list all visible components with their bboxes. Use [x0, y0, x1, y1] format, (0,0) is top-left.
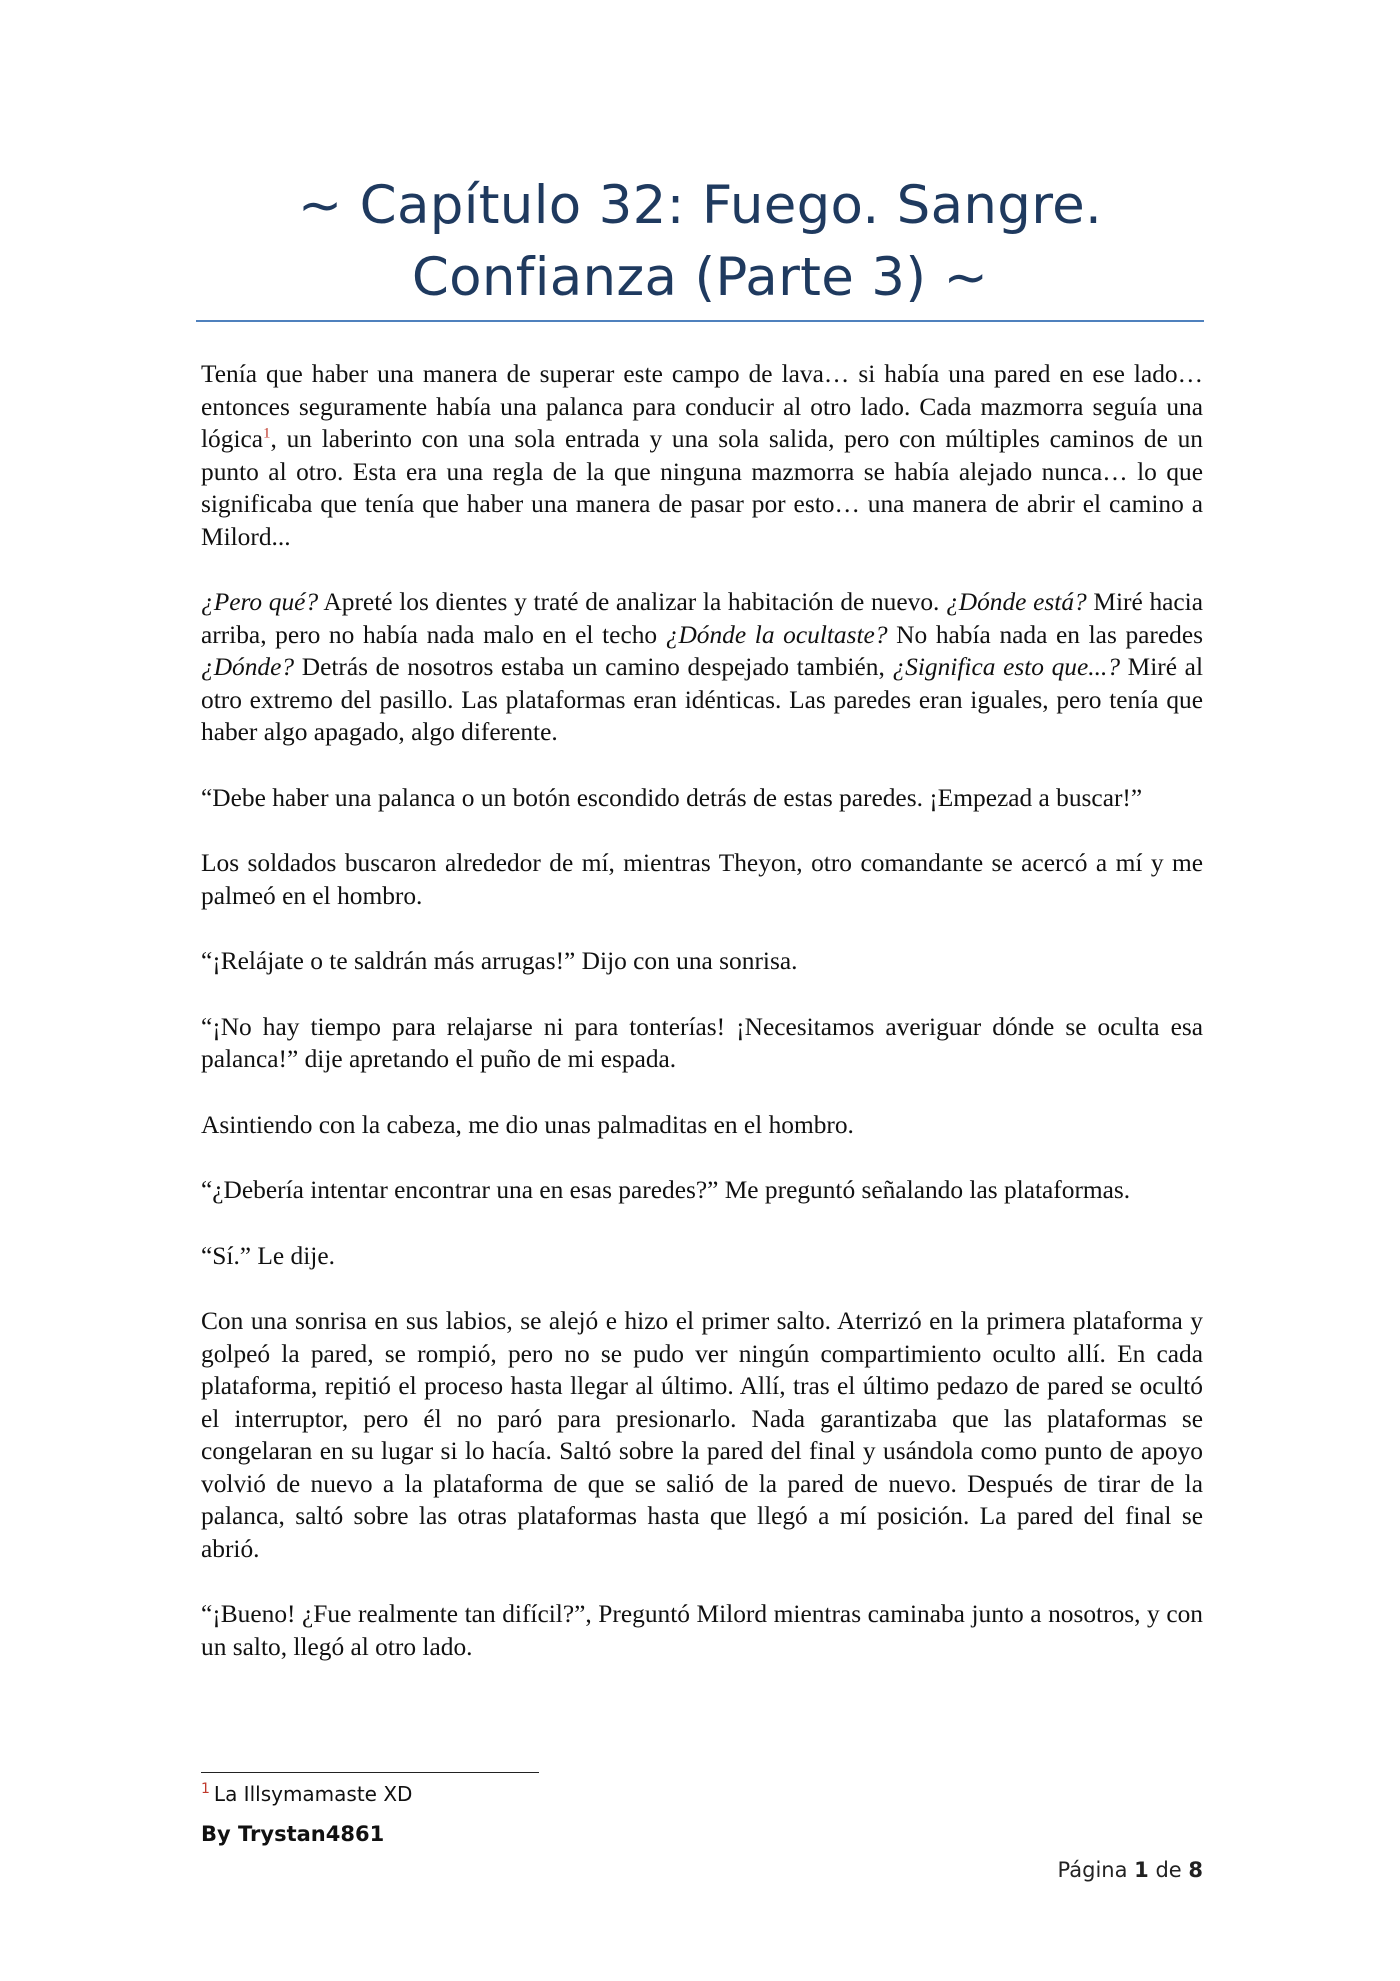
page-number-prefix: Página: [1057, 1858, 1135, 1882]
chapter-title-line-2: Confianza (Parte 3) ~: [411, 247, 989, 308]
chapter-title: [196, 170, 1204, 314]
paragraph-1-text-b: , un laberinto con una sola entrada y una sola salida, pero con múltiples caminos de un punto al otro. Esta era una regla de la que ninguna mazmorra se había alejado nunca… lo que significaba que tenía que haber una manera de pasar por esto… una manera de abrir el camino a Milord...: [201, 425, 1203, 551]
paragraph-5: “¡Relájate o te saldrán más arrugas!” Dijo con una sonrisa.: [201, 947, 798, 975]
chapter-title-line-1: ~ Capítulo 32: Fuego. Sangre.: [297, 175, 1103, 236]
paragraph-4: Los soldados buscaron alrededor de mí, mientras Theyon, otro comandante se acercó a mí y me palmeó en el hombro.: [201, 849, 1203, 910]
footnote-reference[interactable]: 1: [263, 425, 271, 442]
page-number-current: 1: [1134, 1858, 1149, 1882]
italic-thought: ¿Pero qué?: [201, 588, 319, 616]
paragraph-text: Apreté los dientes y traté de analizar la habitación de nuevo.: [318, 588, 947, 616]
footnote-text: La Illsymamaste XD: [213, 1782, 413, 1806]
italic-thought: ¿Dónde la ocultaste?: [665, 620, 888, 649]
paragraph-8: “¿Debería intentar encontrar una en esas paredes?” Me preguntó señalando las plataformas.: [201, 1176, 1131, 1204]
paragraph-2: [201, 586, 1203, 749]
paragraph-6: “¡No hay tiempo para relajarse ni para tonterías! ¡Necesitamos averiguar dónde se oculta esa palanca!” dije apretando el puño de mi espada.: [201, 1012, 1203, 1073]
italic-thought: ¿Dónde está?: [946, 588, 1087, 616]
paragraph-1-text-a: Tenía que haber una manera de superar este campo de lava… si había una pared en ese lado… entonces seguramente había una palanca para conducir al otro lado. Cada mazmorra seguía una lógica: [201, 360, 1203, 453]
title-underline: [196, 320, 1204, 322]
paragraph-9: “Sí.” Le dije.: [201, 1241, 335, 1270]
page-number-total: 8: [1188, 1858, 1203, 1882]
paragraph-text: Miré hacia arriba, pero no había nada malo en el techo: [201, 588, 1204, 649]
paragraph-7: Asintiendo con la cabeza, me dio unas palmaditas en el hombro.: [201, 1110, 854, 1139]
footnote-mark: 1: [201, 1781, 210, 1798]
paragraph-1: [201, 358, 1203, 553]
footnote: [201, 1782, 412, 1806]
footnote-separator: [201, 1772, 539, 1773]
author-byline: By Trystan4861: [201, 1822, 385, 1846]
paragraph-text: Detrás de nosotros estaba un camino despejado también,: [294, 653, 893, 681]
paragraph-3: “Debe haber una palanca o un botón escondido detrás de estas paredes. ¡Empezad a buscar!”: [201, 783, 1143, 812]
paragraph-text: No había nada en las paredes: [887, 620, 1203, 649]
italic-thought: ¿Significa esto que...?: [892, 653, 1121, 681]
italic-thought: ¿Dónde?: [201, 653, 295, 681]
paragraph-text: Miré al otro extremo del pasillo. Las plataformas eran idénticas. Las paredes eran iguales, pero tenía que haber algo apagado, algo diferente.: [201, 653, 1203, 746]
paragraph-10: Con una sonrisa en sus labios, se alejó e hizo el primer salto. Aterrizó en la primera plataforma y golpeó la pared, se rompió, pero no se pudo ver ningún compartimiento oculto allí. En cada plataforma, repitió el proceso hasta llegar al último. Allí, tras el último pedazo de pared se ocultó el interruptor, pero él no paró para presionarlo. Nada garantizaba que las plataformas se congelaran en su lugar si lo hacía. Saltó sobre la pared del final y usándola como punto de apoyo volvió de nuevo a la plataforma de que se salió de la pared de nuevo. Después de tirar de la palanca, saltó sobre las otras plataformas hasta que llegó a mí posición. La pared del final se abrió.: [201, 1307, 1203, 1563]
body-text: [201, 358, 1203, 1696]
page-number-separator: de: [1148, 1858, 1189, 1882]
paragraph-11: “¡Bueno! ¿Fue realmente tan difícil?”, Preguntó Milord mientras caminaba junto a nosotros, y con un salto, llegó al otro lado.: [201, 1600, 1203, 1661]
page-number: [1058, 1858, 1203, 1882]
